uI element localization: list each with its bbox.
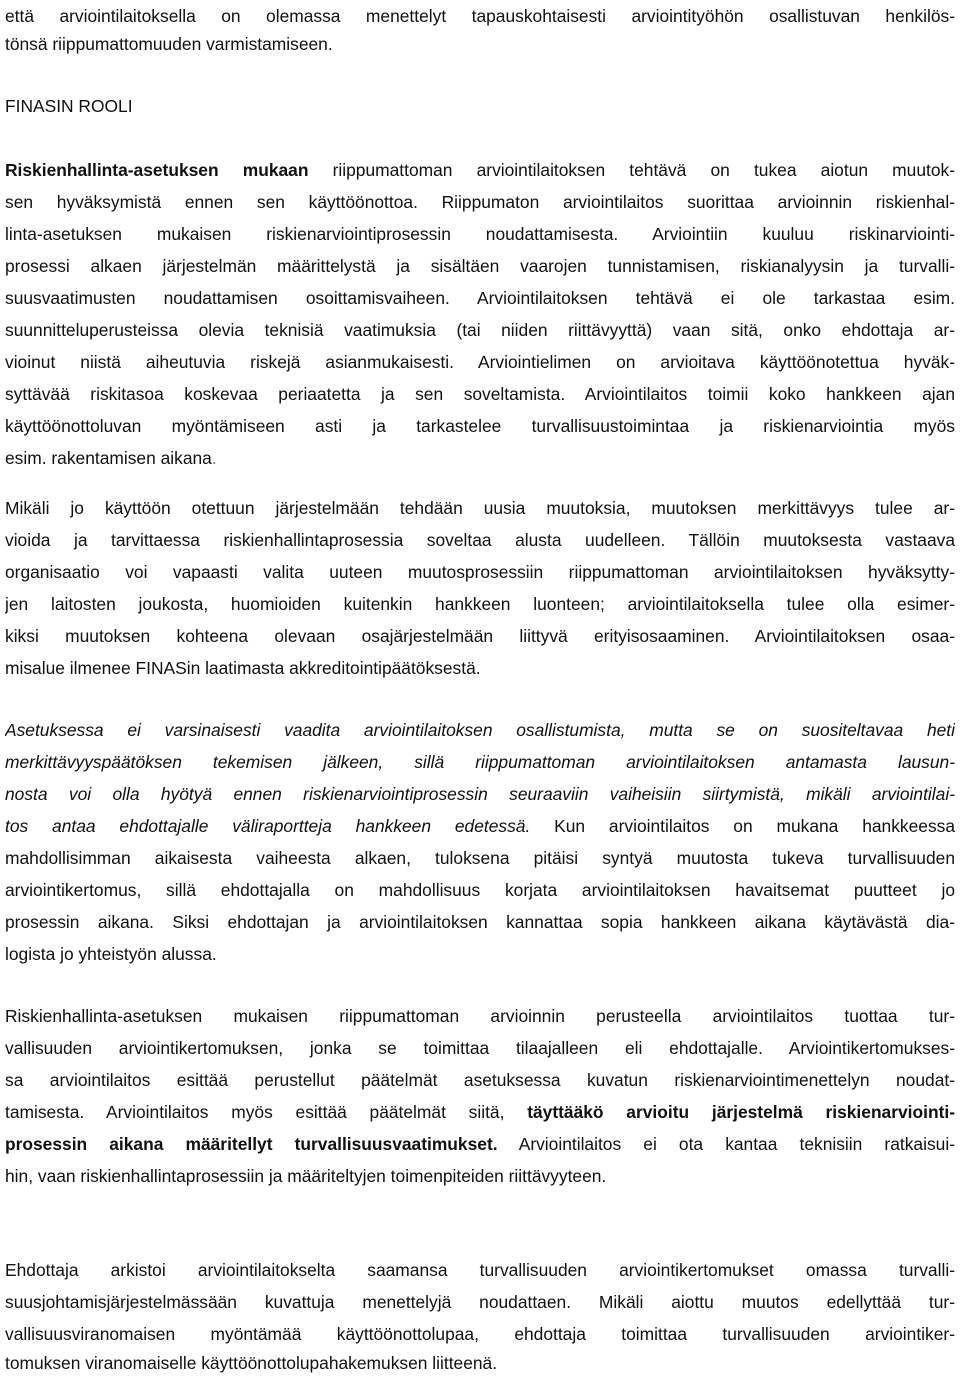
paragraph-line: syttävää riskitasoa koskevaa periaatetta ja sen soveltamista. Arviointilaitos toimii koko hankkeen ajan <box>5 384 955 404</box>
paragraph-line: vioinut niistä aiheutuvia riskejä asianmukaisesti. Arviointielimen on arvioitava käyttöönotettua hyväk- <box>5 352 955 372</box>
paragraph-line: arviointikertomus, sillä ehdottajalla on mahdollisuus korjata arviointilaitoksen havaitsemat puutteet jo <box>5 880 955 900</box>
paragraph-line: prosessi alkaen järjestelmän määrittelystä ja sisältäen vaarojen tunnistamisen, riskianalyysin ja turvalli- <box>5 256 955 276</box>
paragraph-line <box>5 442 955 474</box>
paragraph-line: vioida ja tarvittaessa riskienhallintaprosessia soveltaa alusta uudelleen. Tällöin muutoksesta vastaava <box>5 530 955 550</box>
paragraph-line: tönsä riippumattomuuden varmistamiseen. <box>5 34 333 54</box>
paragraph-line: käyttöönottoluvan myöntämiseen asti ja tarkastelee turvallisuustoimintaa ja riskienarviointia myös <box>5 416 955 436</box>
paragraph-line: organisaatio voi vapaasti valita uuteen muutosprosessiin riippumattoman arviointilaitoksen hyväksytty- <box>5 562 955 582</box>
paragraph-line: suusjohtamisjärjestelmässään kuvattuja menettelyjä noudattaen. Mikäli aiottu muutos edellyttää tur- <box>5 1292 955 1312</box>
paragraph-line: Mikäli jo käyttöön otettuun järjestelmään tehdään uusia muutoksia, muutoksen merkittävyys tulee ar- <box>5 498 955 518</box>
paragraph-line: misalue ilmenee FINASin laatimasta akkreditointipäätöksestä. <box>5 658 481 678</box>
italic-phrase: tos antaa ehdottajalle väliraportteja hankkeen edetessä. <box>5 816 531 836</box>
paragraph-line: tomuksen viranomaiselle käyttöönottolupahakemuksen liitteenä. <box>5 1353 498 1373</box>
paragraph-line-italic: merkittävyyspäätöksen tekemisen jälkeen, sillä riippumattoman arviointilaitoksen antamasta lausun- <box>5 752 955 772</box>
blue-period: . <box>211 448 217 468</box>
bold-phrase: prosessin aikana määritellyt turvallisuusvaatimukset. <box>5 1134 498 1154</box>
paragraph-line <box>5 1128 955 1160</box>
paragraph-line: sen hyväksymistä ennen sen käyttöönottoa. Riippumaton arviointilaitos suorittaa arvioinnin riskienhal- <box>5 192 955 212</box>
paragraph-line: sa arviointilaitos esittää perustellut päätelmät asetuksessa kuvatun riskienarviointimenettelyn noudat- <box>5 1070 955 1090</box>
bold-phrase: täyttääkö arvioitu järjestelmä riskienarviointi- <box>527 1102 955 1122</box>
text-run: riippumattoman arviointilaitoksen tehtävä on tukea aiotun muutok- <box>308 160 955 180</box>
paragraph-line: hin, vaan riskienhallintaprosessiin ja määriteltyjen toimenpiteiden riittävyyteen. <box>5 1166 607 1186</box>
text-run: esim. rakentamisen aikana <box>5 448 212 468</box>
bold-phrase: Riskienhallinta-asetuksen mukaan <box>5 160 309 180</box>
paragraph-line: vallisuusviranomaisen myöntämää käyttöönottolupaa, ehdottaja toimittaa turvallisuuden arviointiker- <box>5 1324 955 1344</box>
paragraph-line: jen laitosten joukosta, huomioiden kuitenkin hankkeen luonteen; arviointilaitoksella tulee olla esimer- <box>5 594 955 614</box>
paragraph-line: prosessin aikana. Siksi ehdottajan ja arviointilaitoksen kannattaa sopia hankkeen aikana käytävästä dia- <box>5 912 955 932</box>
paragraph-line: Ehdottaja arkistoi arviointilaitokselta saamansa turvallisuuden arviointikertomukset omassa turvalli- <box>5 1260 955 1280</box>
paragraph-line-italic: Asetuksessa ei varsinaisesti vaadita arviointilaitoksen osallistumista, mutta se on suositeltavaa heti <box>5 720 955 740</box>
paragraph-line: että arviointilaitoksella on olemassa menettelyt tapauskohtaisesti arviointityöhön osallistuvan henkilös- <box>5 6 955 26</box>
paragraph-line <box>5 810 955 842</box>
paragraph-line: Riskienhallinta-asetuksen mukaisen riippumattoman arvioinnin perusteella arviointilaitos tuottaa tur- <box>5 1006 955 1026</box>
paragraph-line-italic: nosta voi olla hyötyä ennen riskienarviointiprosessin seuraaviin vaiheisiin siirtymistä, mikäli arviointilai- <box>5 784 955 804</box>
text-run: Arviointilaitos ei ota kantaa teknisiin ratkaisui- <box>497 1134 955 1154</box>
section-heading: FINASIN ROOLI <box>5 96 133 116</box>
text-run: tamisesta. Arviointilaitos myös esittää päätelmät siitä, <box>5 1102 528 1122</box>
paragraph-line: linta-asetuksen mukaisen riskienarviointiprosessin noudattamisesta. Arviointiin kuuluu riskinarviointi- <box>5 224 955 244</box>
paragraph-line: suunnitteluperusteissa olevia teknisiä vaatimuksia (tai niiden riittävyyttä) vaan sitä, onko ehdottaja ar- <box>5 320 955 340</box>
paragraph-line: logista jo yhteistyön alussa. <box>5 944 217 964</box>
text-run: Kun arviointilaitos on mukana hankkeessa <box>530 816 955 836</box>
paragraph-line <box>5 154 955 186</box>
paragraph-line: kiksi muutoksen kohteena olevaan osajärjestelmään liittyvä erityisosaaminen. Arviointilaitoksen osaa- <box>5 626 955 646</box>
paragraph-line: vallisuuden arviointikertomuksen, jonka se toimittaa tilaajalleen eli ehdottajalle. Arviointikertomukses- <box>5 1038 955 1058</box>
paragraph-line <box>5 1096 955 1128</box>
paragraph-line: mahdollisimman aikaisesta vaiheesta alkaen, tuloksena pitäisi syntyä muutosta tukeva turvallisuuden <box>5 848 955 868</box>
paragraph-line: suusvaatimusten noudattamisen osoittamisvaiheen. Arviointilaitoksen tehtävä ei ole tarkastaa esim. <box>5 288 955 308</box>
